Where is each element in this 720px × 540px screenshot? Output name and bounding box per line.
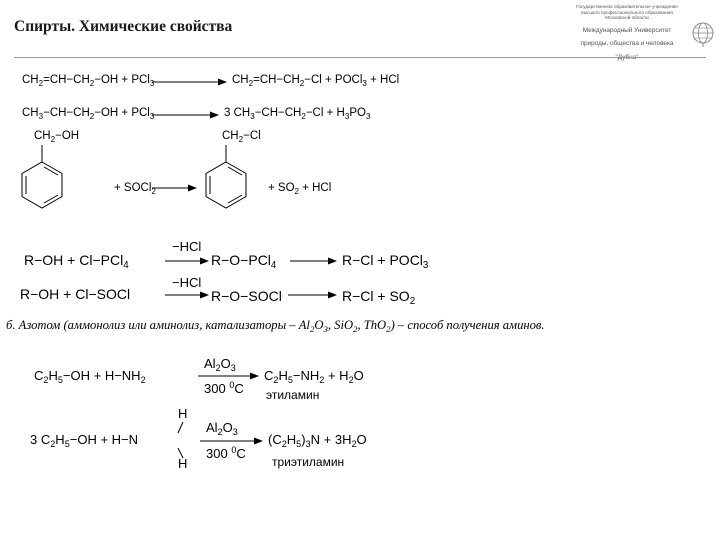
benzene-ring-product [206, 145, 246, 208]
logo-line-3: Московской области [605, 15, 649, 21]
mechanism-2-intermediate: R−O−SOCl [211, 288, 282, 304]
mechanism-2-right: $R-Cl + SO_2$ [342, 288, 416, 307]
logo-line-2: высшего профессионального образования [581, 9, 673, 15]
ammonolysis-1-temperature: 300 $^0$C [204, 380, 244, 396]
n-h-bond-top [178, 422, 183, 433]
ammonolysis-2-product-name: триэтиламин [272, 455, 345, 469]
logo-line-5: природы, общества и человека [580, 40, 674, 48]
ammonolysis-2-right: $(C_2H_5)_3N + 3H_2O$ [268, 432, 367, 449]
ammonolysis-2-h-top: H [178, 406, 188, 421]
logo-line-4: Международный Университет [582, 26, 672, 34]
ammonolysis-1-product-name: этиламин [266, 388, 320, 402]
mechanism-1-arrow-label: −HCl [172, 239, 202, 254]
n-h-bond-bottom [178, 448, 183, 458]
mechanism-1-intermediate: R−O−PCl$_4$ [211, 252, 277, 271]
benzene-ring-reactant [22, 145, 62, 208]
reaction-3-reagent: + SOCl$_2$ [114, 182, 156, 196]
reaction-2-right: 3 $CH_3-CH-CH_2-Cl + H_3PO_3$ [224, 107, 371, 121]
ammonolysis-1-left: $C_2H_5-OH + H-NH_2$ [34, 368, 146, 385]
ammonolysis-2-h-bottom: H [178, 456, 188, 471]
mechanism-1-left: R−OH + Cl−PCl$_4$ [24, 252, 129, 271]
reaction-3-products: + $SO_2$ + HCl [268, 182, 332, 196]
ammonolysis-1-catalyst: $Al_2O_3$ [204, 356, 236, 373]
ammonolysis-2-left: 3 $C_2H_5-OH + H-N$ [30, 432, 139, 449]
reaction-1-left: $CH_2=CH-CH_2-OH + PCl_3$ [22, 74, 155, 88]
mechanism-2-arrow-label: −HCl [172, 275, 202, 290]
ammonolysis-2-temperature: 300 $^0$C [206, 445, 246, 461]
logo-line-1: Государственное образовательное учреждение [576, 4, 678, 9]
reaction-2-left: $CH_3-CH-CH_2-OH + PCl_3$ [22, 107, 155, 121]
reaction-1-right: $CH_2=CH-CH_2-Cl$ + POCl$_3$ + HCl [232, 74, 400, 88]
page-title: Спирты. Химические свойства [14, 18, 233, 35]
item-b-heading: б. Азотом (аммонолиз или аминолиз, катализаторы – $Al_2O_3$, SiO$_2$, ThO$_2$) – способ получения аминов. [6, 318, 545, 334]
reaction-3-reactant-group: $CH_2-OH$ [34, 130, 80, 144]
mechanism-2-left: R−OH + Cl−SOCl [20, 286, 131, 302]
ammonolysis-2-catalyst: $Al_2O_3$ [206, 420, 238, 437]
reaction-3-product-group: $CH_2-Cl$ [222, 130, 261, 144]
ammonolysis-1-right: $C_2H_5-NH_2 + H_2O$ [264, 368, 364, 385]
mechanism-1-right: R−Cl + POCl$_3$ [342, 252, 429, 271]
